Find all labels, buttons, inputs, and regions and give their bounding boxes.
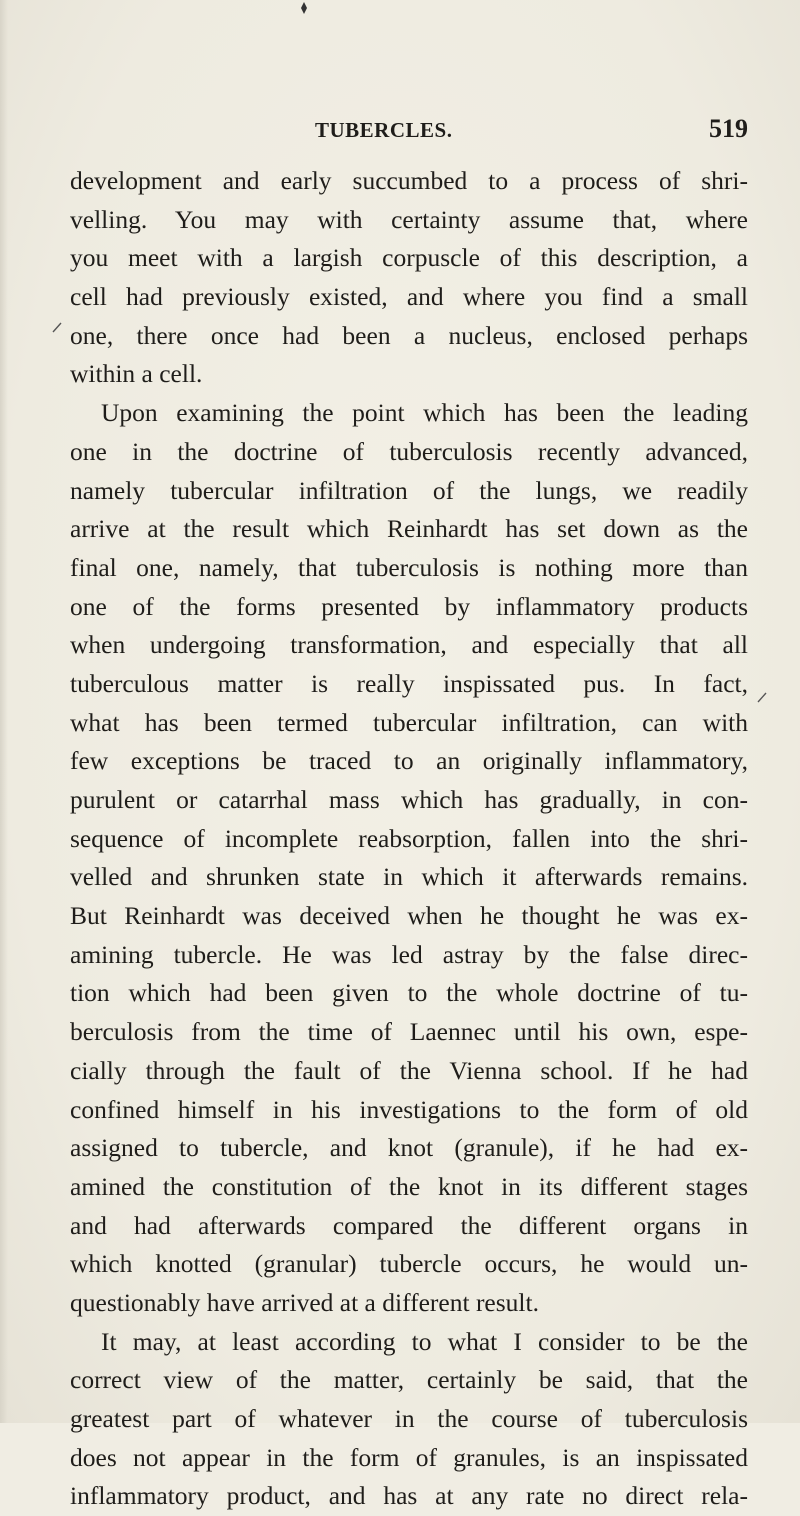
- text-line: what has been termed tubercular infiltration, can with: [70, 707, 748, 737]
- text-line: one in the doctrine of tuberculosis recently advanced,: [70, 436, 748, 466]
- binding-edge: [0, 0, 8, 1423]
- text-line: sequence of incomplete reabsorption, fallen into the shri-: [70, 823, 748, 853]
- text-line: tion which had been given to the whole doctrine of tu-: [70, 978, 748, 1008]
- text-line: correct view of the matter, certainly be said, that the: [70, 1365, 748, 1395]
- text-line: amined the constitution of the knot in its different stages: [70, 1171, 748, 1201]
- text-line: namely tubercular infiltration of the lungs, we readily: [70, 475, 748, 505]
- text-line: velled and shrunken state in which it afterwards remains.: [70, 862, 748, 892]
- text-line: and had afterwards compared the different organs in: [70, 1210, 748, 1240]
- page-number: 519: [709, 114, 748, 143]
- text-line: assigned to tubercle, and knot (granule), if he had ex-: [70, 1133, 748, 1163]
- running-head: [70, 112, 748, 146]
- text-line: one, there once had been a nucleus, enclosed perhaps: [70, 320, 748, 350]
- text-line: velling. You may with certainty assume that, where: [70, 204, 748, 234]
- running-head-title: TUBERCLES.: [315, 118, 453, 142]
- text-line: you meet with a largish corpuscle of this description, a: [70, 243, 748, 273]
- text-line: cell had previously existed, and where you find a small: [70, 282, 748, 312]
- text-line: But Reinhardt was deceived when he thought he was ex-: [70, 901, 748, 931]
- text-line: few exceptions be traced to an originally inflammatory,: [70, 746, 748, 776]
- text-line: questionably have arrived at a different result.: [70, 1287, 539, 1317]
- text-line: does not appear in the form of granules, is an inspissated: [70, 1442, 748, 1472]
- text-line: which knotted (granular) tubercle occurs, he would un-: [70, 1249, 748, 1279]
- text-line: within a cell.: [70, 359, 203, 389]
- text-line: development and early succumbed to a process of shri-: [70, 166, 748, 195]
- stray-mark: [50, 320, 64, 334]
- text-line: berculosis from the time of Laennec until his own, espe-: [70, 1017, 748, 1047]
- stray-mark: [755, 690, 769, 704]
- text-line: arrive at the result which Reinhardt has set down as the: [70, 514, 748, 544]
- text-line: confined himself in his investigations to the form of old: [70, 1094, 748, 1124]
- text-line: tuberculous matter is really inspissated pus. In fact,: [70, 668, 748, 698]
- text-line: final one, namely, that tuberculosis is nothing more than: [70, 552, 748, 582]
- text-line: It may, at least according to what I consider to be the: [101, 1326, 748, 1356]
- text-line: greatest part of whatever in the course of tuberculosis: [70, 1404, 748, 1433]
- body-text: [70, 162, 748, 1516]
- text-line: one of the forms presented by inflammatory products: [70, 591, 748, 621]
- text-line: inflammatory product, and has at any rate no direct rela-: [70, 1481, 748, 1511]
- text-line: amining tubercle. He was led astray by the false direc-: [70, 939, 748, 969]
- stray-mark: [298, 0, 310, 16]
- text-line: Upon examining the point which has been the leading: [101, 398, 748, 428]
- text-line: cially through the fault of the Vienna school. If he had: [70, 1055, 748, 1085]
- text-line: when undergoing transformation, and especially that all: [70, 630, 748, 660]
- text-line: purulent or catarrhal mass which has gradually, in con-: [70, 785, 748, 814]
